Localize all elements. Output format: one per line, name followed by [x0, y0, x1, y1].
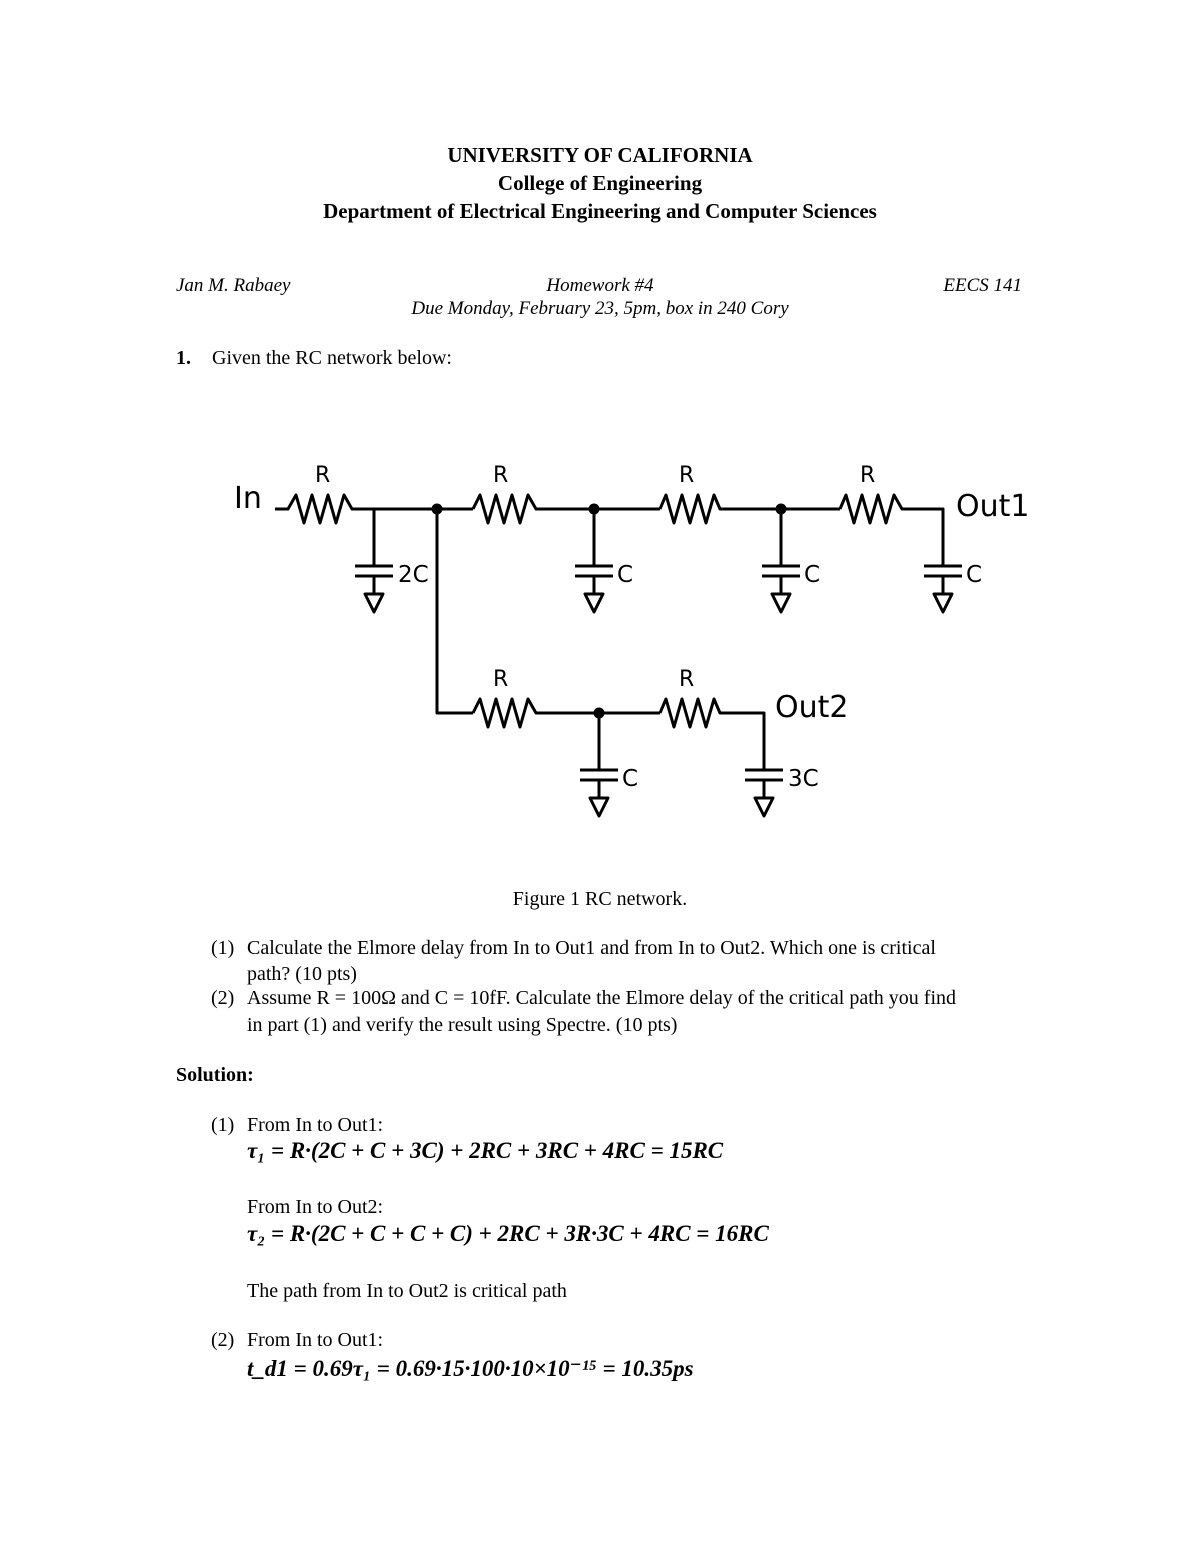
- problem-intro: Given the RC network below:: [212, 347, 452, 369]
- label-in: In: [234, 481, 262, 516]
- label-c: C: [966, 562, 983, 588]
- label-c-2c: 2C: [398, 562, 429, 588]
- homework-title: Homework #4: [546, 275, 654, 296]
- equation-td1: [247, 1355, 694, 1382]
- label-c-3c: 3C: [788, 766, 819, 792]
- label-r2: R: [493, 463, 509, 488]
- wire-r6: [660, 699, 764, 770]
- label-r1: R: [315, 463, 331, 488]
- label-r5: R: [493, 667, 509, 692]
- solution-text: From In to Out1:: [247, 1114, 384, 1136]
- equation-text: τ₁ = R·(2C + C + 3C) + 2RC + 3RC + 4RC = 15RC: [247, 1138, 724, 1163]
- part-text: path? (10 pts): [247, 963, 357, 985]
- equation-text: τ₂ = R·(2C + C + C + C) + 2RC + 3R·3C + 4RC = 16RC: [247, 1221, 769, 1246]
- figure-caption: Figure 1 RC network.: [512, 888, 688, 910]
- node-dot: [594, 708, 605, 719]
- node-dot: [589, 504, 600, 515]
- part-text: Calculate the Elmore delay from In to Out1 and from In to Out2. Which one is critical: [247, 937, 936, 959]
- due-date: Due Monday, February 23, 5pm, box in 240 Cory: [411, 298, 789, 319]
- equation-tau2: [247, 1221, 769, 1247]
- university-title: UNIVERSITY OF CALIFORNIA: [447, 143, 753, 167]
- wire-r2: [473, 495, 660, 523]
- wire-r5: [473, 699, 660, 727]
- part-text: in part (1) and verify the result using Spectre. (10 pts): [247, 1014, 678, 1036]
- solution-text: From In to Out2:: [247, 1196, 384, 1218]
- part-label: (2): [211, 987, 235, 1009]
- label-r3: R: [679, 463, 695, 488]
- wire-r4: [840, 495, 943, 566]
- label-out2: Out2: [775, 690, 849, 725]
- part-label: (1): [211, 1114, 235, 1136]
- part-text: Assume R = 100Ω and C = 10fF. Calculate the Elmore delay of the critical path you find: [247, 987, 956, 1009]
- instructor-name: Jan M. Rabaey: [176, 275, 291, 296]
- department-title: Department of Electrical Engineering and Computer Sciences: [323, 199, 877, 223]
- part-label: (2): [211, 1329, 235, 1351]
- label-r4: R: [860, 463, 876, 488]
- solution-heading: Solution:: [176, 1064, 254, 1086]
- label-c: C: [622, 766, 639, 792]
- rc-network-diagram: [220, 440, 1060, 870]
- course-code: EECS 141: [943, 275, 1022, 296]
- label-r6: R: [679, 667, 695, 692]
- wire-branch: [437, 509, 473, 713]
- label-c: C: [804, 562, 821, 588]
- equation-tau1: [247, 1138, 723, 1164]
- node-dot: [776, 504, 787, 515]
- problem-number: 1.: [176, 347, 191, 369]
- critical-path-statement: The path from In to Out2 is critical path: [247, 1280, 567, 1302]
- part-label: (1): [211, 937, 235, 959]
- label-out1: Out1: [956, 489, 1030, 524]
- college-title: College of Engineering: [497, 171, 703, 195]
- wire-r3: [660, 495, 840, 523]
- solution-text: From In to Out1:: [247, 1329, 384, 1351]
- equation-text: t_d1 = 0.69τ₁ = 0.69·15·100·10×10⁻¹⁵ = 10.35ps: [247, 1356, 694, 1381]
- label-c: C: [617, 562, 634, 588]
- node-dot: [432, 504, 443, 515]
